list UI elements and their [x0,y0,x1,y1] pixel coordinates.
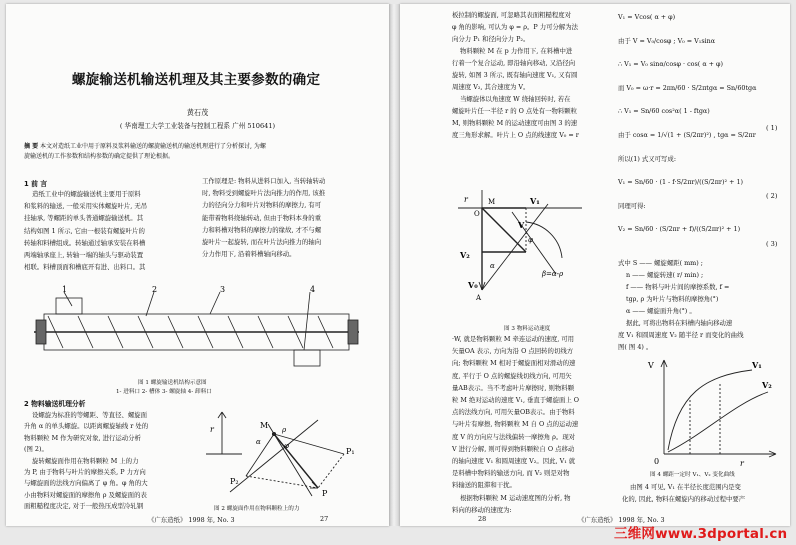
eq-number-2: ( 2) [766,192,778,200]
text-line: M, 则物料颗粒 M 的运动速度可由图 3 的速 [452,119,578,127]
text-line: tgρ, ρ 为叶片与物料的摩擦角(°) [626,295,719,303]
page-number: 28 [478,515,487,523]
text-line: 为 P, 由于物料与叶片的摩擦关系, P 力方向 [24,468,146,476]
text-line: 面粗糙程度决定, 对于一般热压成型冷轧钢 [24,502,144,511]
fig3-label-V0: V₀ [468,280,478,290]
text-line: 根据物料颗粒 M 运动速度图的分析, 物 [460,493,571,502]
fig3-label-beta: β=α-ρ [542,270,564,278]
text-line: 两端轴承座上, 转轴一端的轴头与驱动装置 [24,251,144,259]
text-line: φ 角的影响, 可认为 φ = ρ。P 力可分解为法 [452,23,579,31]
abstract-line: 本文对造纸工业中用于原料及浆料输送的螺旋输送机的输送机理进行了分析探讨, 为螺 [40,143,266,150]
fig2-label-r: r [210,425,214,434]
text-line: 旋转螺旋面作用在物料颗粒 M 上的力 [32,456,139,465]
text-line: 而 V₀ = ω·r = 2πn/60 · S/2πtgα = Sn/60tgα [618,83,757,92]
abstract-label: 摘 要 [24,143,39,150]
section-2-heading: 2 物料输送机理分析 [24,400,86,408]
text-line: 小由物料对螺旋面的摩擦角 ρ 及螺旋面的表 [24,490,147,499]
fig1-label-4: 4 [310,285,316,294]
text-line: V₁ = Vcos( α + φ) [618,13,676,21]
figure-1-caption: 图 1 螺旋输送机结构示意图 [138,380,207,386]
fig4-label-V2: V₂ [762,380,772,390]
fig4-label-V1: V₁ [752,360,762,370]
text-line: 料输送的阻滞和干扰。 [452,481,516,490]
text-line: 度 V₁ 和圆周速度 V₂ 随半径 r 而变化的曲线 [618,331,744,339]
text-line: (图 2)。 [24,445,48,454]
affiliation: ( 华南理工大学工业装备与控制工程系 广州 510641) [119,122,276,130]
text-line: 时, 物料受到螺旋叶片法向推力的作用, 该推 [202,189,326,198]
figure-3-caption: 图 3 物料运动速度 [504,326,551,332]
text-line: 旋转, 如图 3 所示, 既有轴向速度 V₁, 又有圆 [452,71,578,79]
text-line: 据此, 可将出物料在料槽内轴向移动速 [626,319,733,327]
fig2-label-P: P [322,489,328,498]
text-line: 与叶片有摩擦, 物料颗粒 M 自 O 点的运动速 [452,420,579,429]
text-line: 物料颗粒 M 在 p 力作用下, 在料槽中进 [460,47,573,55]
figure-4-curves [644,354,784,468]
figure-2-caption: 图 2 螺旋面作用在物料颗粒上的力 [214,506,300,512]
fig3-label-V2: V₂ [460,250,470,260]
text-line: 转轴和料槽组成。转轴通过轴承安装在料槽 [24,238,146,247]
page-28 [400,4,790,526]
text-line: 相联。料槽顶面和槽底开有进、出料口。其 [24,263,146,272]
text-line: 向; 物料颗粒 M 相对于螺旋面相对滑动的速 [452,359,576,368]
text-line: 行着一个复合运动, 即沿轴向移动, 又沿径向 [452,59,576,67]
text-line: 度三角形求解。叶片上 O 点的线速度 V₀ = r [452,131,579,139]
text-line: 所以(1) 式又可写成: [618,154,676,163]
text-line: 量AB表示。当不考虑叶片摩擦时, 则物料颗 [452,383,575,392]
watermark: 三维网www.3dportal.cn [614,526,788,542]
text-line: 旋叶片一起旋转, 而在叶片法向推力的轴向 [202,238,322,246]
text-line: V 进行分解, 则可得到物料颗粒自 O 点移动 [452,444,575,453]
text-line: 化的, 因此, 物料在螺旋内的移动过程中要产 [622,495,746,503]
fig4-label-origin: 0 [654,457,660,466]
text-line: 力的径向分力和叶片对物料的摩擦力, 有可 [202,201,322,210]
text-line: 点的法线方向, 可用矢量OB表示。由于物料 [452,408,575,417]
fig2-label-P2: P₂ [230,477,239,486]
eq-number-1: ( 1) [766,124,778,132]
fig2-label-P1: P₁ [346,447,355,456]
text-line: 升角 α 的单头螺旋。以距离螺旋轴线 r 处的 [24,422,149,431]
text-line: 向分力 P₁ 和径向分力 P₂。 [452,35,530,43]
book-gutter [389,4,400,526]
text-line: 板拉制的螺旋面, 可忽略其表面粗糙程度对 [452,11,572,19]
fig3-label-M: M [488,198,496,206]
page-number: 27 [320,515,329,523]
text-line: 螺旋叶片任一半径 r 的 O 点处有一物料颗粒 [452,107,578,115]
fig3-label-alpha: α [490,262,495,270]
text-line: 的轴向速度 V₁ 和圆周速度 V₂。因此, V₁ 就 [452,457,576,465]
text-line: 由图 4 可见, V₁ 在半径长度范围内是变 [630,483,741,491]
figure-1-conveyor [34,284,364,380]
text-line: 由于 V = V₀/cosφ ; V₀ = V₁sinα [618,36,716,45]
text-line: α —— 螺旋面升角(°) 。 [626,307,696,315]
eq-number-3: ( 3) [766,240,778,248]
section-1-heading: 1 前 言 [24,180,48,188]
fig1-label-2: 2 [152,285,158,294]
fig3-label-V: V [518,220,525,230]
figure-4-caption: 图 4 螺距一定时 V₁、V₂ 变化曲线 [650,472,735,478]
text-line: 力和料槽对物料的摩擦力的缘故, 才不与螺 [202,225,322,234]
figure-1-legend: 1- 进料口 2- 槽体 3- 螺旋轴 4- 卸料口 [116,389,212,395]
fig1-label-3: 3 [220,285,226,294]
abstract-line: 旋输送机的工作参数和结构参数的确定提供了理论根据。 [24,153,175,160]
fig4-label-r: r [740,459,744,468]
fig2-label-phi: φ [284,442,289,450]
text-line: 度 V 的方向应与法线偏转一摩擦角 ρ。现对 [452,432,576,441]
text-line: 周速度 V₂, 其合速度为 V。 [452,83,530,91]
text-line: 与螺旋面的法线方向偏离了 φ 角。φ 角的大 [24,479,148,488]
text-line: n —— 螺旋转速( r/ min) ; [626,271,704,279]
text-line: ∴ V₁ = V₀ sinα/cosφ · cos( α + φ) [618,60,724,69]
text-line: 分力作用下, 沿着料槽轴向移动。 [202,250,296,259]
text-line: V₂ = Sn/60 · (S/2πr + f)/((S/2πr)² + 1) [618,225,741,234]
text-line: 同理可得: [618,201,646,210]
text-line: ∴ V₁ = Sn/60 cos²α( 1 - ftgα) [618,107,710,116]
fig3-label-phi: φ [528,236,533,244]
fig3-label-r: r [464,195,468,204]
figure-2-forces [200,402,376,502]
text-line: 物料颗粒 M 作为研究对象, 进行运动分析 [24,433,141,442]
author: 黄石茂 [186,108,209,117]
text-line: V₁ = Sn/60 · (1 - f·S/2πr)/((S/2πr)² + 1) [618,178,744,187]
text-line: 度, 平行于 O 点的螺旋线切线方向, 可用矢 [452,371,572,380]
text-line: 结构如图 1 所示, 它由一根装有螺旋叶片的 [24,226,145,235]
fig1-label-1: 1 [62,285,68,294]
fig2-label-M: M [260,421,269,430]
text-line: 工作原理是: 物料从进料口加入, 当转轴转动 [202,177,326,185]
text-line: 能带着物料绕轴转动, 但由于物料本身的重 [202,213,322,222]
footer-journal: 《广东造纸》 1998 年, No. 3 [148,516,235,524]
footer-journal: 《广东造纸》 1998 年, No. 3 [578,516,665,524]
text-line: 和浆料的输送, 一般采用实体螺旋叶片, 无吊 [24,202,148,211]
figure-3-velocity [452,182,592,322]
text-line: 由于 cosα = 1/√(1 + (S/2πr)²) , tgα = S/2πr [618,131,756,139]
text-line: 料向的移动的速度为: [452,505,512,514]
fig3-label-V1: V₁ [530,196,540,206]
text-line: 矢量OA 表示, 方向为沿 O 点回转的切线方 [452,347,574,356]
fig3-label-A: A [476,294,482,302]
text-line: 设螺旋为标准的等螺距、等直径、螺旋面 [32,411,148,419]
abstract [24,142,362,162]
text-line: 当螺旋体以角速度 W 绕轴回转时, 若在 [460,95,571,103]
fig2-label-rho: ρ [282,426,287,434]
paper-title: 螺旋输送机输送机理及其主要参数的确定 [71,72,321,88]
text-line: 挂轴承, 等螺距的单头普通螺旋输送机。其 [24,214,144,223]
text-line: 粒 M 绝对运动的速度 V₁, 垂直于螺旋面上 O [452,396,580,404]
text-line: ·W, 就是物料颗粒 M 牵连运动的速度, 可用 [452,335,575,343]
text-line: 是料槽中物料的输送方向, 而 V₂ 则是对物 [452,469,570,478]
text-line: 式中 S —— 螺旋螺距( mm) ; [618,259,703,267]
page-27 [6,4,389,526]
text-line: f —— 物料与叶片间的摩擦系数, f = [626,283,730,291]
fig4-label-V: V [648,361,654,370]
text-line: 造纸工业中的螺旋输送机主要用于原料 [32,190,141,198]
fig3-label-O: O [474,210,480,218]
text-line: 图( 图 4) 。 [618,343,653,351]
fig2-label-alpha: α [256,438,261,446]
